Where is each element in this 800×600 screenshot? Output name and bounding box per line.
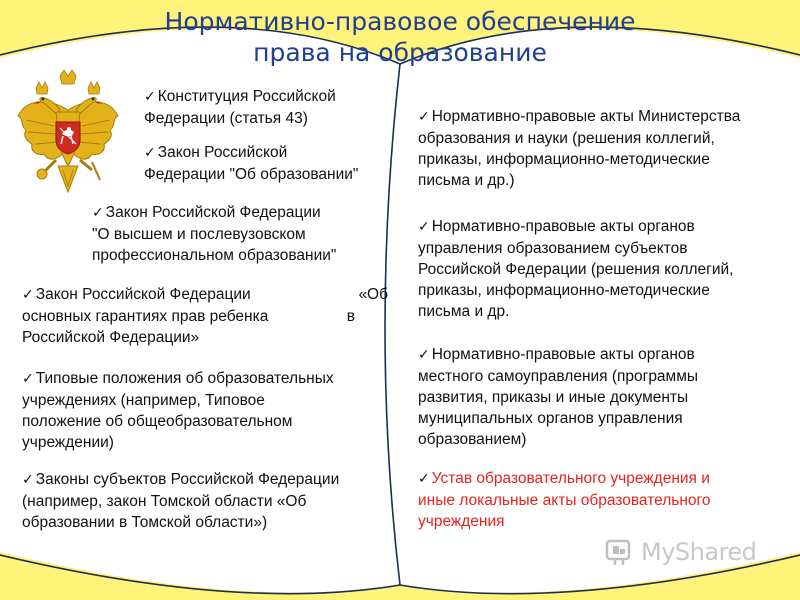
right-item-school-charter: ✓ Устав образовательного учреждения и иные локальные акты образовательного учреждения [418, 470, 711, 530]
check-icon: ✓ [22, 287, 34, 303]
left-item-constitution: ✓ Конституция Российской Федерации (статья 43) [144, 88, 336, 127]
left-item-child-rights-law: ✓ Закон Российской Федерации «Об основных гарантиях прав ребенка в Российской Федерации» [22, 286, 388, 346]
watermark-text: MyShared [641, 538, 757, 566]
watermark [605, 532, 775, 572]
check-icon: ✓ [418, 219, 430, 235]
right-item-ministry-acts: ✓ Нормативно-правовые акты Министерства образования и науки (решения коллегий, приказы, информационно-методические письма и др.) [418, 108, 741, 189]
right-item-local-government-acts: ✓ Нормативно-правовые акты органов местного самоуправления (программы развития, приказы и иные документы муниципальных органов управления образованием) [418, 346, 699, 448]
watermark-logo-icon [605, 537, 635, 567]
left-item-education-law: ✓ Закон Российской Федерации "Об образовании" [144, 144, 359, 183]
check-icon: ✓ [144, 145, 156, 161]
check-icon: ✓ [418, 471, 430, 487]
check-icon: ✓ [22, 472, 34, 488]
left-item-regional-laws: ✓ Законы субъектов Российской Федерации (например, закон Томской области «Об образовании в Томской области») [22, 471, 340, 531]
title-line-1: Нормативно-правовое обеспечение [164, 7, 636, 36]
double-headed-eagle-emblem [14, 70, 122, 200]
left-item-higher-education-law: ✓ Закон Российской Федерации "О высшем и послевузовском профессиональном образовании" [92, 204, 337, 264]
left-item-model-regulations: ✓ Типовые положения об образовательных учреждениях (например, Типовое положение об общеобразовательном учреждении) [22, 370, 334, 451]
check-icon: ✓ [92, 205, 104, 221]
title-line-2: права на образование [253, 38, 547, 67]
check-icon: ✓ [418, 347, 430, 363]
right-item-regional-authority-acts: ✓ Нормативно-правовые акты органов управления образованием субъектов Российской Федерации (решения коллегий, приказы, информационно-методические письма и др. [418, 218, 734, 320]
page-title [0, 6, 800, 68]
check-icon: ✓ [144, 89, 156, 105]
check-icon: ✓ [22, 371, 34, 387]
check-icon: ✓ [418, 109, 430, 125]
